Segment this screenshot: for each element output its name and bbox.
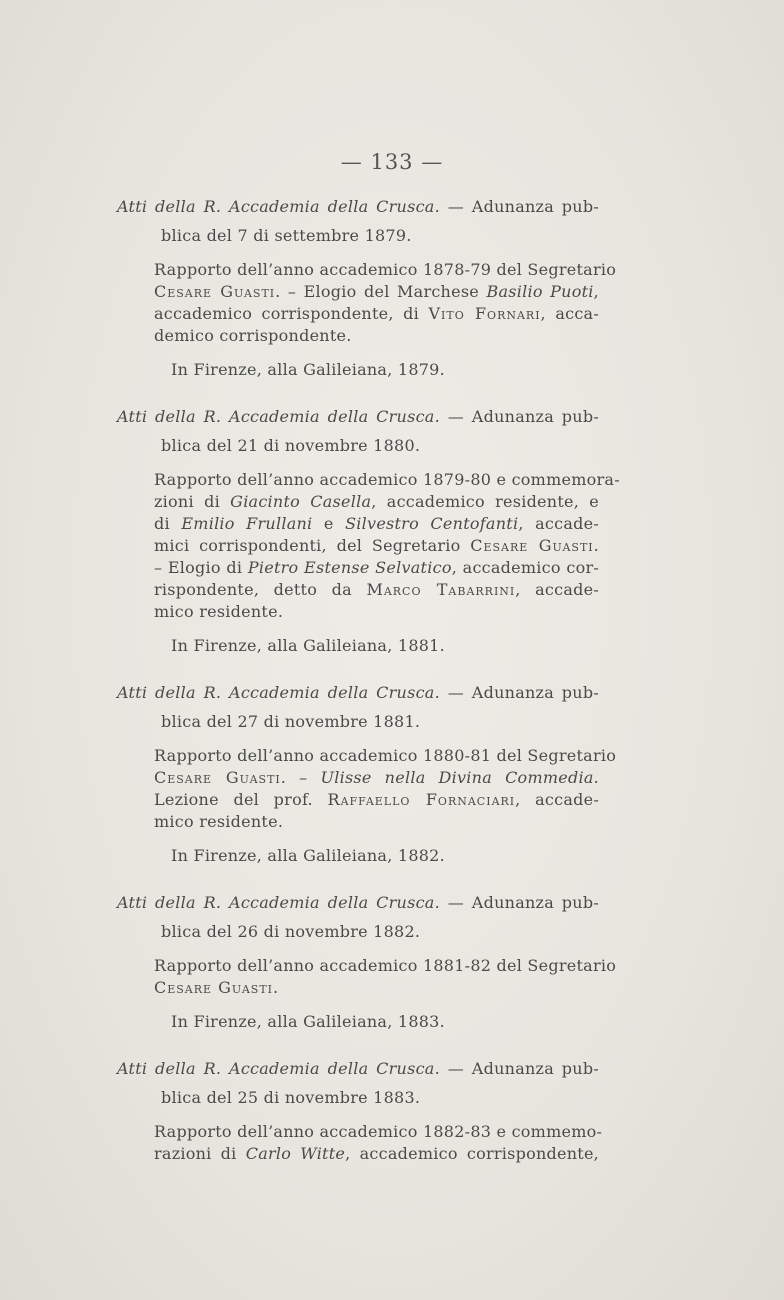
body-line xyxy=(154,469,620,491)
person-name: Cesare Guasti xyxy=(154,978,274,997)
body-line xyxy=(154,259,617,281)
body-line xyxy=(154,491,599,513)
entry-title-italic: Atti della R. Accademia della Crusca. xyxy=(117,683,440,702)
entry-imprint: In Firenze, alla Galileiana, 1883. xyxy=(171,1012,445,1031)
text-run: , accade- xyxy=(518,514,600,533)
text-run: Lezione del prof. xyxy=(154,790,328,809)
body-line xyxy=(154,325,599,347)
body-line xyxy=(154,1143,600,1165)
person-name: Raffaello Fornaciari xyxy=(327,790,516,809)
text-run: Rapporto dell’anno accademico 1878-79 del Segretario xyxy=(154,260,617,279)
text-run: e xyxy=(312,514,346,533)
person-name: Cesare Guasti xyxy=(470,536,594,555)
bibliography-entry xyxy=(117,892,617,1033)
entry-imprint: In Firenze, alla Galileiana, 1882. xyxy=(171,846,445,865)
text-run: . xyxy=(593,536,599,555)
entry-title-rest: — Adunanza pub- xyxy=(447,683,600,702)
body-line xyxy=(154,579,599,601)
text-run: razioni di xyxy=(154,1144,246,1163)
work-title-italic: Ulisse nella Divina Commedia xyxy=(320,768,594,787)
body-line xyxy=(154,789,599,811)
person-name: Vito Fornari xyxy=(428,304,541,323)
body-line xyxy=(154,745,617,767)
entry-title-rest: — Adunanza pub- xyxy=(447,1059,600,1078)
person-name: Cesare Guasti xyxy=(154,768,281,787)
bibliography-list xyxy=(117,196,620,1190)
text-run: , acca- xyxy=(540,304,599,323)
entry-title-italic: Atti della R. Accademia della Crusca. xyxy=(117,197,440,216)
text-run: di xyxy=(154,514,182,533)
body-line xyxy=(154,977,599,999)
text-run: Rapporto dell’anno accademico 1880-81 del Segretario xyxy=(154,746,617,765)
text-run: demico corrispondente. xyxy=(154,326,352,345)
text-run: Rapporto dell’anno accademico 1882-83 e commemo- xyxy=(154,1122,603,1141)
entry-title-rest: — Adunanza pub- xyxy=(447,893,600,912)
text-run: Rapporto dell’anno accademico 1879-80 e commemora- xyxy=(154,470,620,489)
body-line xyxy=(154,513,600,535)
person-name-italic: Basilio Puoti xyxy=(486,282,594,301)
entry-imprint: In Firenze, alla Galileiana, 1879. xyxy=(171,360,445,379)
text-run: , accade- xyxy=(515,580,599,599)
bibliography-entry xyxy=(117,682,617,867)
text-run: mico residente. xyxy=(154,602,284,621)
person-name-italic: Silvestro Centofanti xyxy=(345,514,519,533)
entry-title xyxy=(117,682,599,704)
body-line xyxy=(154,535,599,557)
entry-body xyxy=(117,259,617,347)
entry-body xyxy=(117,745,617,833)
entry-title-rest: — Adunanza pub- xyxy=(447,407,600,426)
entry-body xyxy=(117,469,620,623)
body-line xyxy=(154,767,599,789)
text-run: mici corrispondenti, del Segretario xyxy=(154,536,471,555)
entry-date: blica del 27 di novembre 1881. xyxy=(161,712,421,731)
person-name-italic: Emilio Frullani xyxy=(181,514,313,533)
body-line xyxy=(154,955,617,977)
text-run: , accademico residente, e xyxy=(371,492,599,511)
person-name: Marco Tabarrini xyxy=(366,580,516,599)
entry-body xyxy=(117,1121,603,1165)
text-run: Rapporto dell’anno accademico 1881-82 del Segretario xyxy=(154,956,617,975)
body-line xyxy=(154,557,600,579)
entry-imprint: In Firenze, alla Galileiana, 1881. xyxy=(171,636,445,655)
person-name-italic: Pietro Estense Selvatico xyxy=(247,558,452,577)
text-run: . xyxy=(273,978,279,997)
entry-date: blica del 25 di novembre 1883. xyxy=(161,1088,421,1107)
text-run: rispondente, detto da xyxy=(154,580,367,599)
entry-title xyxy=(117,892,599,914)
bibliography-entry xyxy=(117,1058,603,1165)
text-run: , accade- xyxy=(515,790,599,809)
entry-date: blica del 26 di novembre 1882. xyxy=(161,922,421,941)
body-line xyxy=(154,811,599,833)
bibliography-entry xyxy=(117,406,620,657)
text-run: – Elogio di xyxy=(154,558,248,577)
entry-title xyxy=(117,196,599,218)
person-name: Cesare Guasti xyxy=(154,282,276,301)
entry-title-italic: Atti della R. Accademia della Crusca. xyxy=(117,407,440,426)
entry-title-rest: — Adunanza pub- xyxy=(447,197,600,216)
entry-title-italic: Atti della R. Accademia della Crusca. xyxy=(117,893,440,912)
entry-title xyxy=(117,1058,599,1080)
body-line xyxy=(154,281,600,303)
text-run: . – Elogio del Marchese xyxy=(275,282,487,301)
text-run: mico residente. xyxy=(154,812,284,831)
text-run: zioni di xyxy=(154,492,231,511)
text-run: , xyxy=(593,282,600,301)
text-run: accademico corrispondente, di xyxy=(154,304,429,323)
page-number: — 133 — xyxy=(340,150,444,174)
text-run: . – xyxy=(280,768,321,787)
text-run: . xyxy=(593,768,599,787)
entry-date: blica del 21 di novembre 1880. xyxy=(161,436,421,455)
entry-title xyxy=(117,406,599,428)
entry-body xyxy=(117,955,617,999)
bibliography-entry xyxy=(117,196,617,381)
body-line xyxy=(154,303,599,325)
body-line xyxy=(154,601,599,623)
text-run: , accademico cor- xyxy=(451,558,600,577)
text-run: , accademico corrispondente, xyxy=(345,1144,600,1163)
body-line xyxy=(154,1121,603,1143)
person-name-italic: Giacinto Casella xyxy=(230,492,372,511)
entry-date: blica del 7 di settembre 1879. xyxy=(161,226,412,245)
person-name-italic: Carlo Witte xyxy=(245,1144,346,1163)
entry-title-italic: Atti della R. Accademia della Crusca. xyxy=(117,1059,440,1078)
